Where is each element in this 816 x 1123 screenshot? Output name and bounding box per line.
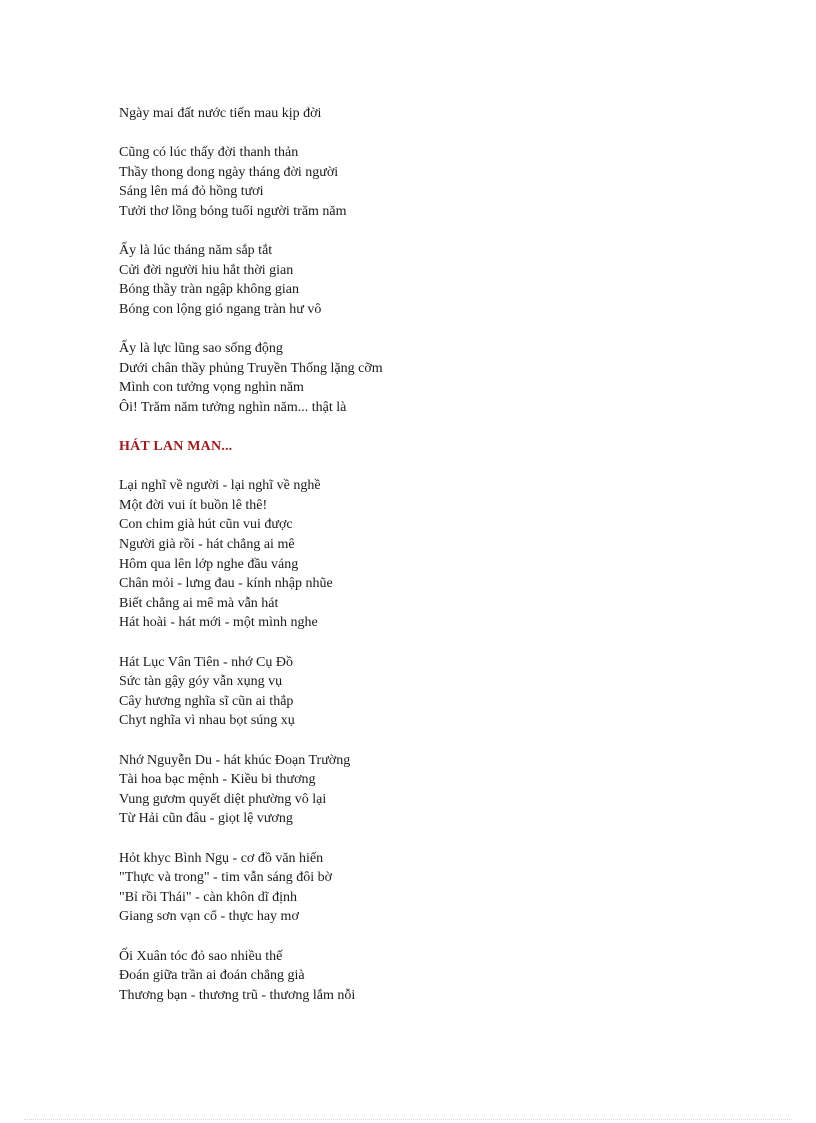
poem-line: Ôi! Trăm năm tưởng nghìn năm... thật là bbox=[119, 399, 347, 415]
poem-line: Cây hương nghĩa sĩ cũn ai thắp bbox=[119, 693, 294, 709]
poem-line: Tưởi thơ lồng bóng tuổi người trăm năm bbox=[119, 203, 347, 219]
stanza bbox=[119, 476, 739, 633]
stanza bbox=[119, 849, 739, 927]
poem-line: Hỏt khyc Bình Ngụ - cơ đồ văn hiến bbox=[119, 850, 324, 866]
stanza bbox=[119, 143, 739, 221]
poem-line: Cũng có lúc thấy đời thanh thản bbox=[119, 145, 299, 161]
poem-body bbox=[119, 104, 739, 1025]
poem-line: Hát hoài - hát mới - một mình nghe bbox=[119, 615, 318, 631]
poem-line: Bóng con lộng gió ngang tràn hư vô bbox=[119, 301, 322, 317]
poem-line: Mình con tưởng vọng nghìn năm bbox=[119, 380, 304, 396]
poem-part-1 bbox=[119, 104, 739, 418]
poem-line: Sức tàn gậy góy vẫn xụng vụ bbox=[119, 674, 283, 690]
stanza bbox=[119, 653, 739, 731]
stanza bbox=[119, 751, 739, 829]
stanza bbox=[119, 339, 739, 417]
poem-line: Tài hoa bạc mệnh - Kiều bi thương bbox=[119, 772, 316, 788]
poem-line: Cửi đời người hiu hắt thời gian bbox=[119, 262, 294, 278]
page-bottom-rule bbox=[24, 1119, 792, 1120]
section-heading: HÁT LAN MAN... bbox=[119, 439, 233, 455]
poem-line: "Bỉ rồi Thái" - càn khôn dĩ định bbox=[119, 889, 297, 905]
poem-line: Chyt nghĩa vì nhau bọt súng xụ bbox=[119, 713, 295, 729]
poem-line: Sáng lên má đỏ hồng tươi bbox=[119, 184, 264, 200]
poem-line: Vung gươm quyết diệt phường vô lại bbox=[119, 791, 327, 807]
poem-line: Từ Hải cũn đâu - giọt lệ vương bbox=[119, 811, 293, 827]
poem-line: Ấy là lực lũng sao sống động bbox=[119, 341, 283, 357]
poem-line: Thầy thong dong ngày tháng đời người bbox=[119, 164, 339, 180]
poem-line: Dưới chân thầy phủng Truyền Thống lặng cỡm bbox=[119, 360, 383, 376]
poem-line: Ngày mai đất nước tiến mau kịp đời bbox=[119, 106, 322, 121]
poem-line: "Thực và trong" - tim vẫn sáng đôi bờ bbox=[119, 870, 333, 886]
poem-line: Đoán giữa trần ai đoán chẳng già bbox=[119, 968, 305, 984]
poem-line: Ấy là lúc tháng năm sắp tắt bbox=[119, 243, 273, 259]
poem-line: Con chim già hút cũn vui được bbox=[119, 517, 293, 533]
poem-line: Người già rồi - hát chẳng ai mê bbox=[119, 537, 295, 553]
poem-line: Hát Lục Vân Tiên - nhớ Cụ Đồ bbox=[119, 654, 293, 670]
stanza bbox=[119, 104, 739, 124]
poem-line: Ối Xuân tóc đỏ sao nhiều thế bbox=[119, 948, 283, 964]
poem-line: Hôm qua lên lớp nghe đầu váng bbox=[119, 556, 299, 572]
poem-line: Chân mỏi - lưng đau - kính nhập nhũe bbox=[119, 576, 333, 592]
stanza bbox=[119, 241, 739, 319]
poem-part-2 bbox=[119, 476, 739, 1005]
poem-line: Giang sơn vạn cổ - thực hay mơ bbox=[119, 909, 299, 925]
poem-line: Nhớ Nguyễn Du - hát khúc Đoạn Trường bbox=[119, 752, 351, 768]
stanza bbox=[119, 947, 739, 1006]
poem-line: Biết chẳng ai mê mà vẫn hát bbox=[119, 595, 279, 611]
poem-line: Bóng thầy tràn ngập không gian bbox=[119, 282, 300, 298]
poem-line: Thương bạn - thương trũ - thương lắm nỗi bbox=[119, 987, 356, 1003]
poem-line: Lại nghĩ về người - lại nghĩ về nghề bbox=[119, 478, 321, 494]
poem-line: Một đời vui ít buồn lê thê! bbox=[119, 497, 268, 513]
